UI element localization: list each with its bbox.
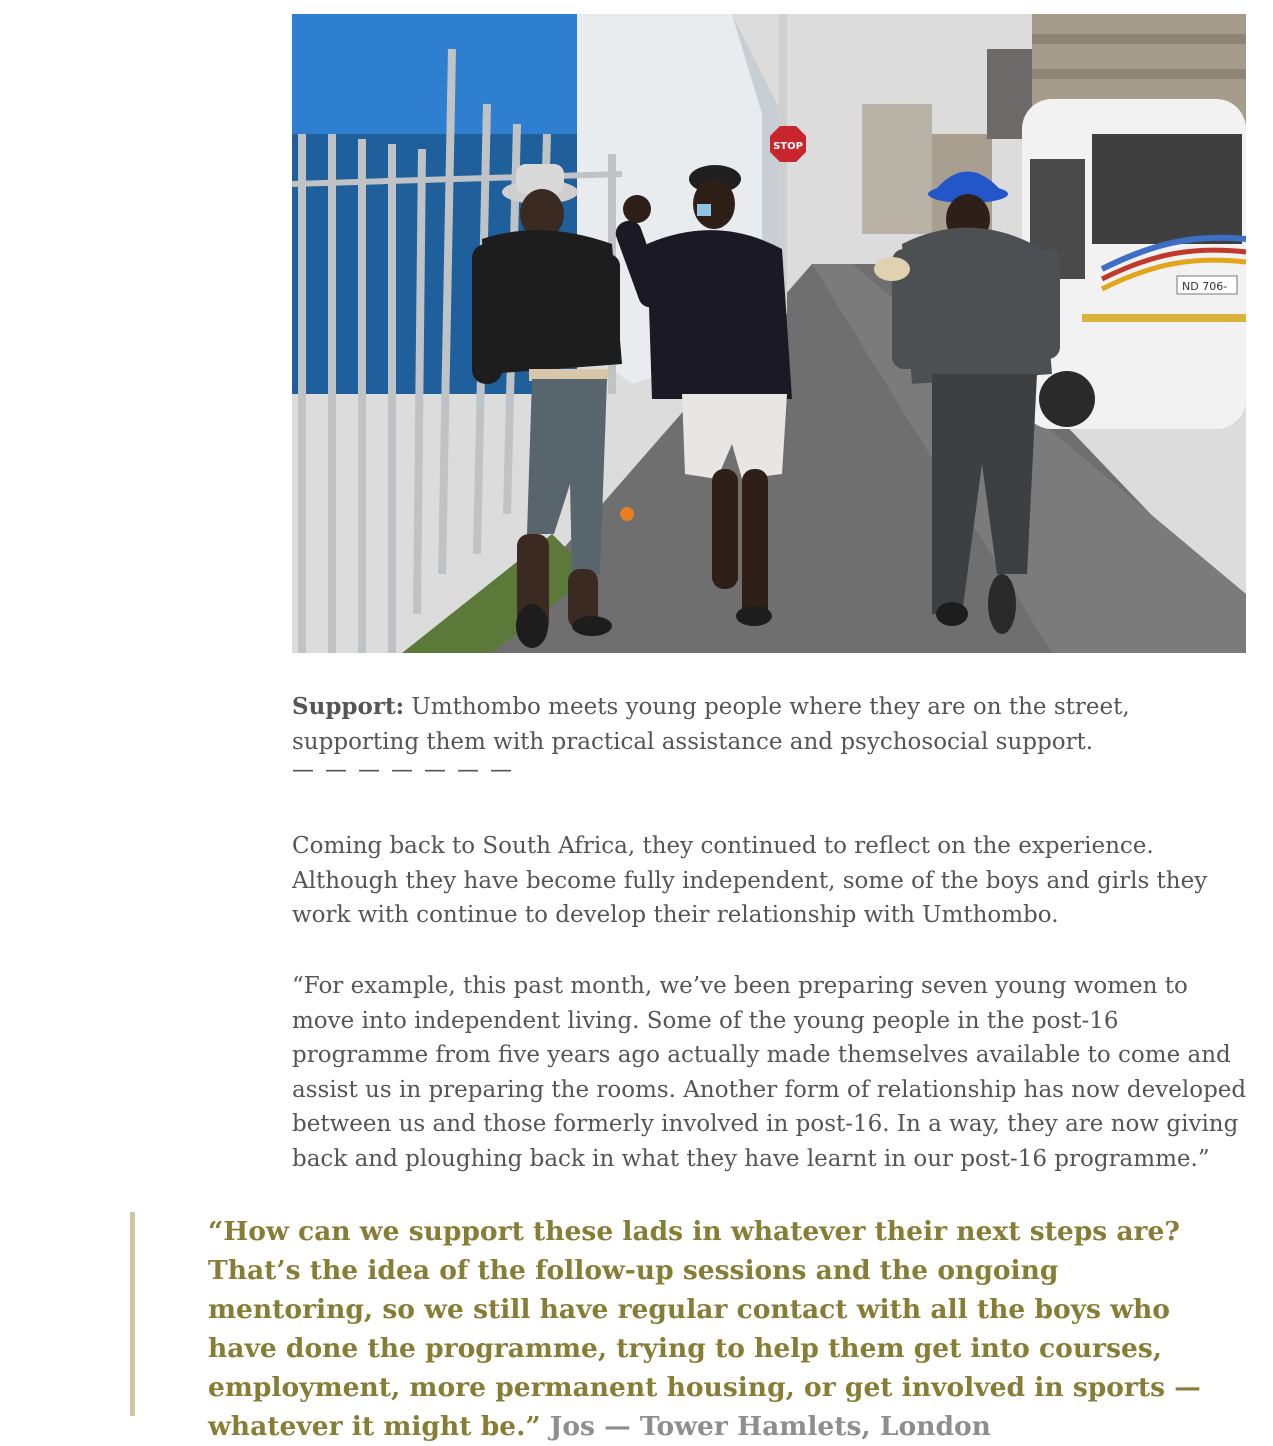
license-plate-text: ND 706- bbox=[1182, 280, 1228, 293]
body-paragraph-2: “For example, this past month, we’ve been preparing seven young women to move into independent living. Some of the young people in the post-16 programme from five years ago actually made themselves available to come and assist us in preparing the rooms. Another form of relationship has now developed between us and those formerly involved in post-16. In a way, they are now giving back and ploughing back in what they have learnt in our post-16 programme.” bbox=[292, 973, 1247, 1172]
body-paragraph-1: Coming back to South Africa, they continued to reflect on the experience. Although they have become fully independent, some of the boys and girls they work with continue to develop their relationship with Umthombo. bbox=[292, 833, 1208, 928]
street-photo-illustration bbox=[292, 14, 1246, 653]
photo-caption bbox=[292, 690, 1252, 759]
pull-quote bbox=[130, 1212, 1235, 1442]
pull-quote-text bbox=[208, 1212, 1228, 1446]
pull-quote-attribution: Jos — Tower Hamlets, London bbox=[549, 1411, 991, 1442]
caption-text: Umthombo meets young people where they are on the street, supporting them with practical assistance and psychosocial support. bbox=[292, 694, 1130, 755]
article-photo bbox=[292, 14, 1246, 653]
caption-divider: — — — — — — — bbox=[292, 758, 514, 783]
stop-sign-text: STOP bbox=[773, 141, 803, 152]
caption-label: Support: bbox=[292, 693, 405, 720]
pull-quote-body: “How can we support these lads in whatever their next steps are? That’s the idea of the follow-up sessions and the ongoing mentoring, so we still have regular contact with all the boys who have done the programme, trying to help them get into courses, employment, more permanent housing, or get involved in sports — whatever it might be.” bbox=[208, 1216, 1201, 1442]
